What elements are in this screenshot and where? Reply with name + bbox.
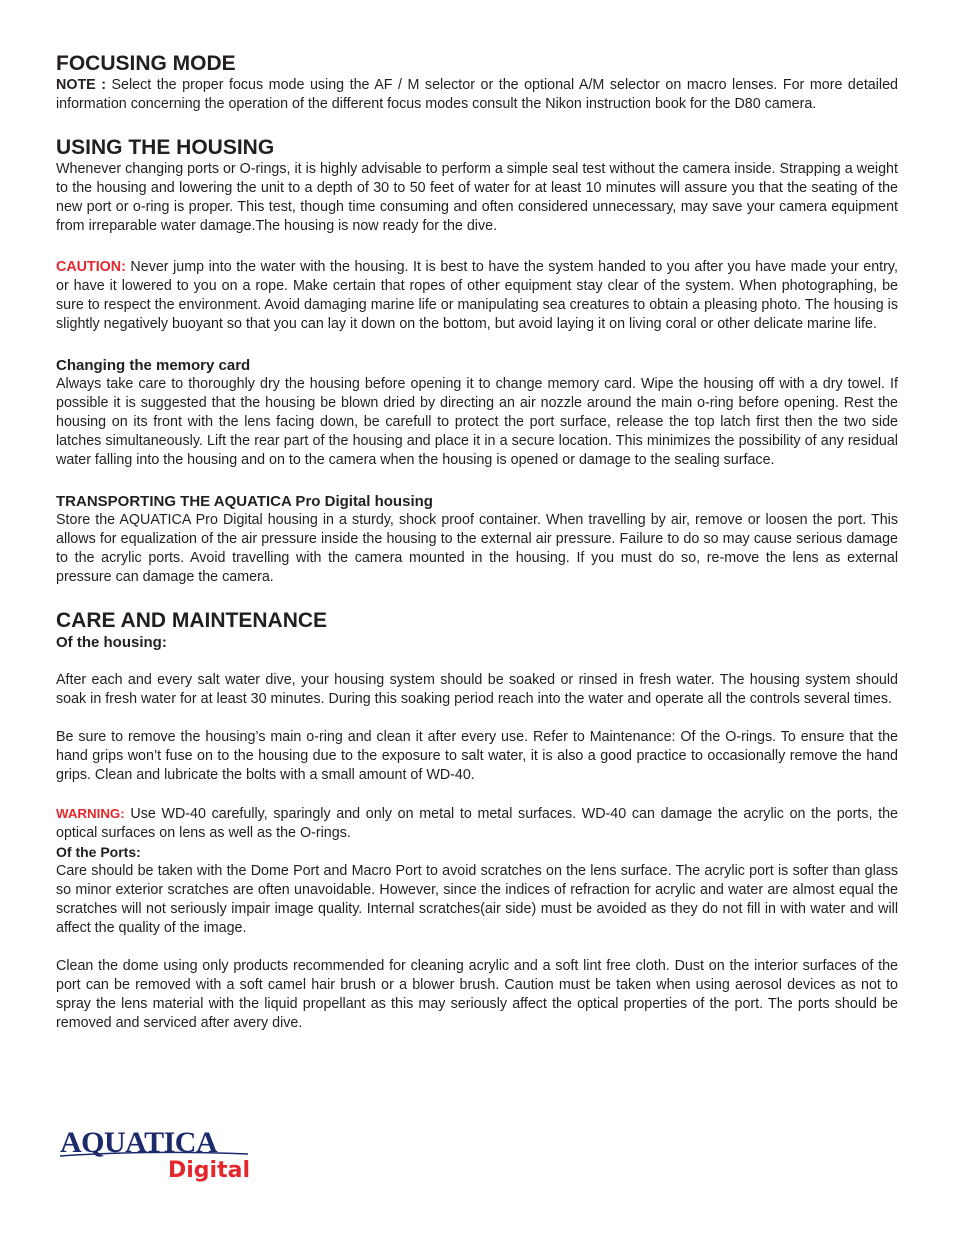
focusing-mode-text: Select the proper focus mode using the AF / M selector or the optional A/M selector on macro lenses. For more detailed information concerning the operation of the different focus modes consult the Nikon instruction book for the D80 camera. xyxy=(56,77,898,112)
of-the-ports-subheading: Of the Ports: xyxy=(56,844,141,860)
warning-paragraph xyxy=(56,804,898,843)
transporting-heading: TRANSPORTING THE AQUATICA Pro Digital housing xyxy=(56,493,433,510)
logo-sub-text: Digital xyxy=(168,1158,250,1183)
care-paragraph-2: Be sure to remove the housing’s main o-ring and clean it after every use. Refer to Maintenance: Of the O-rings. To ensure that the hand grips won’t fuse on to the housing due to the exposure to salt water, it is also a good practice to occasionally remove the hand grips. Clean and lubricate the bolts with a small amount of WD-40. xyxy=(56,729,898,783)
care-paragraph-3: Care should be taken with the Dome Port and Macro Port to avoid scratches on the lens surface. The acrylic port is softer than glass so minor exterior scratches are often unavoidable. However, since the indices of refraction for acrylic and water are almost equal the scratches will not seriously impair image quality. Internal scratches(air side) must be avoided as they do not fill in with water and will affect the quality of the image. xyxy=(56,863,898,936)
caution-text: Never jump into the water with the housing. It is best to have the system handed to you after you have made your entry, or have it lowered to you on a rope. Make certain that ropes of other equipment stay clear of the system. When photographing, be sure to respect the environment. Avoid damaging marine life or manipulating sea creatures to obtain a pleasing photo. The housing is slightly negatively buoyant so that you can lay it down on the bottom, but avoid laying it on living coral or other delicate marine life. xyxy=(56,259,898,332)
note-label: NOTE : xyxy=(56,77,106,93)
focusing-mode-paragraph xyxy=(56,76,898,114)
care-paragraph-4: Clean the dome using only products recommended for cleaning acrylic and a soft lint free cloth. Dust on the interior surfaces of the port can be removed with a soft camel hair brush or a blower brush. Caution must be taken when using aerosol devices as not to spray the lens material with the liquid propellant as this may seriously affect the optical properties of the port. The ports should be removed and serviced after avery dive. xyxy=(56,958,898,1031)
memory-card-paragraph: Always take care to thoroughly dry the housing before opening it to change memory card. Wipe the housing off with a dry towel. If possible it is suggested that the housing be blown dried by directing an air nozzle around the main o-ring before opening. Rest the housing on its front with the lens facing down, be carefull to protect the port surface, release the top latch first then the two side latches simultaneously. Lift the rear part of the housing and place it in a secure location. This minimizes the possibility of any residual water falling into the housing and on to the camera when the housing is opened or damage to the sealing surface. xyxy=(56,376,898,468)
transporting-paragraph: Store the AQUATICA Pro Digital housing in a sturdy, shock proof container. When travelling by air, remove or loosen the port. This allows for equalization of the air pressure inside the housing to the external air pressure. Failure to do so may cause serious damage to the acrylic ports. Avoid travelling with the camera mounted in the housing. If you must do so, re-move the lens as external pressure can damage the camera. xyxy=(56,512,898,585)
logo-brand-text: AQUATICA xyxy=(60,1126,218,1159)
caution-label: CAUTION: xyxy=(56,259,126,275)
care-paragraph-1: After each and every salt water dive, your housing system should be soaked or rinsed in fresh water. The housing system should soak in fresh water for at least 30 minutes. During this soaking period reach into the water and operate all the controls several times. xyxy=(56,672,898,707)
warning-label: WARNING: xyxy=(56,806,125,821)
using-housing-heading: USING THE HOUSING xyxy=(56,136,275,159)
of-the-housing-subheading: Of the housing: xyxy=(56,634,167,651)
document-page xyxy=(56,52,898,1033)
warning-text: Use WD-40 carefully, sparingly and only on metal to metal surfaces. WD-40 can damage the acrylic on the ports, the optical surfaces on lens as well as the O-rings. xyxy=(56,806,898,841)
memory-card-heading: Changing the memory card xyxy=(56,357,251,374)
focusing-mode-heading: FOCUSING MODE xyxy=(56,52,236,75)
aquatica-digital-logo xyxy=(58,1124,258,1184)
care-maintenance-heading: CARE AND MAINTENANCE xyxy=(56,609,328,632)
using-housing-paragraph: Whenever changing ports or O-rings, it is highly advisable to perform a simple seal test without the camera inside. Strapping a weight to the housing and lowering the unit to a depth of 30 to 50 feet of water for at least 10 minutes will assure you that the seating of the new port or o-ring is proper. This test, though time consuming and often considered unnecessary, may save your camera equipment from irreparable water damage.The housing is now ready for the dive. xyxy=(56,161,898,234)
caution-paragraph xyxy=(56,258,898,334)
